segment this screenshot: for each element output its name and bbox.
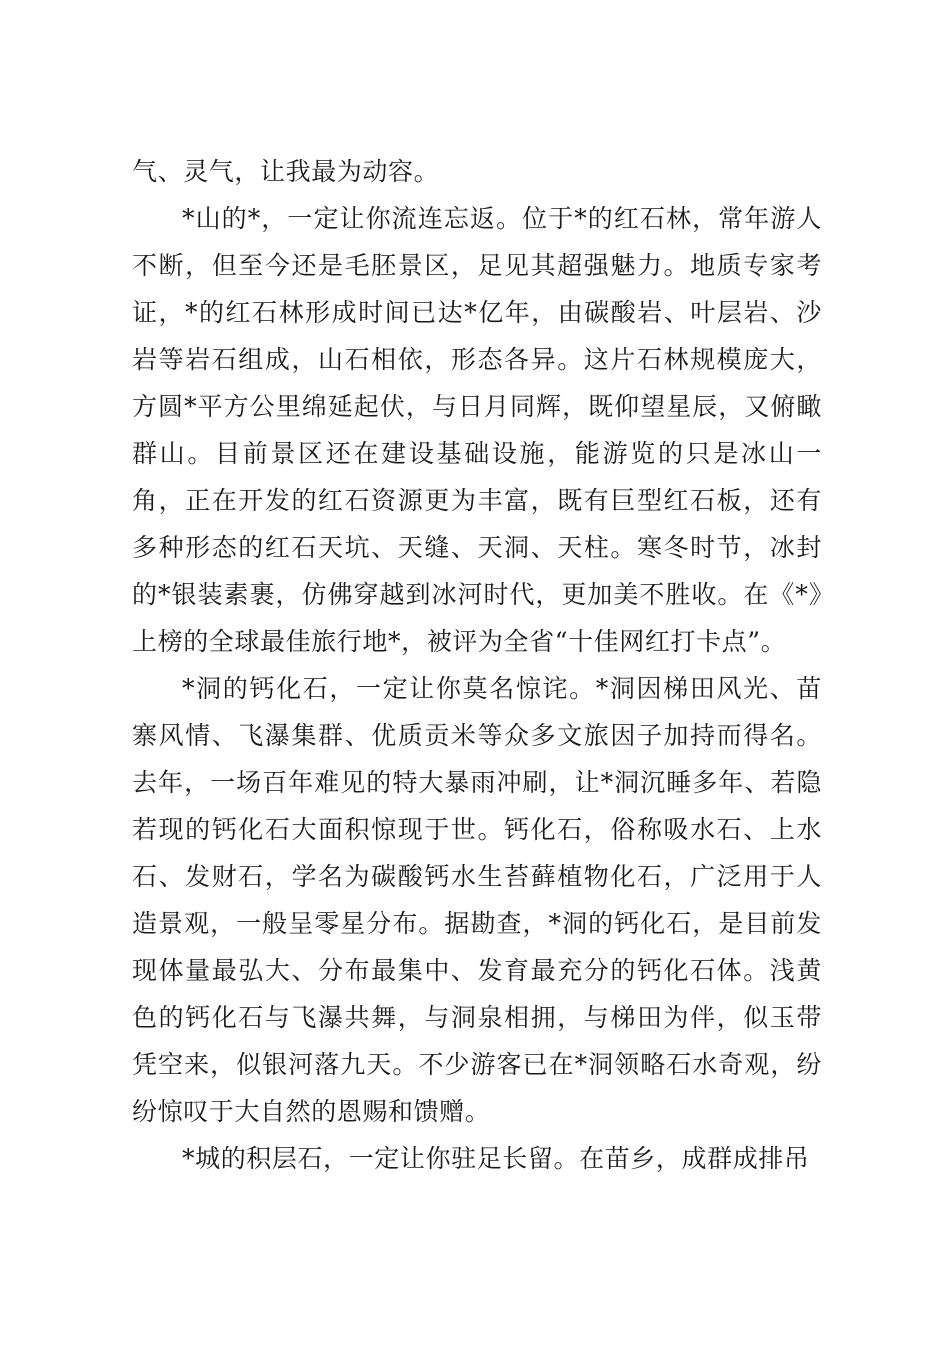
paragraph-3: *洞的钙化石，一定让你莫名惊诧。*洞因梯田风光、苗寨风情、飞瀑集群、优质贡米等众多文旅因子加持而得名。去年，一场百年难见的特大暴雨冲刷，让*洞沉睡多年、若隐若现的钙化石大面积惊现于世。钙化石，俗称吸水石、上水石、发财石，学名为碳酸钙水生苔藓植物化石，广泛用于人造景观，一般呈零星分布。据勘查，*洞的钙化石，是目前发现体量最弘大、分布最集中、发育最充分的钙化石体。浅黄色的钙化石与飞瀑共舞，与洞泉相拥，与梯田为伴，似玉带凭空来，似银河落九天。不少游客已在*洞领略石水奇观，纷纷惊叹于大自然的恩赐和馈赠。 xyxy=(132,674,822,1126)
paragraph-1: 气、灵气，让我最为动容。 xyxy=(132,157,440,186)
document-body xyxy=(132,148,822,1182)
paragraph-2: *山的*，一定让你流连忘返。位于*的红石林，常年游人不断，但至今还是毛胚景区，足见其超强魅力。地质专家考证，*的红石林形成时间已达*亿年，由碳酸岩、叶层岩、沙岩等岩石组成，山石相依，形态各异。这片石林规模庞大，方圆*平方公里绵延起伏，与日月同辉，既仰望星辰，又俯瞰群山。目前景区还在建设基础设施，能游览的只是冰山一角，正在开发的红石资源更为丰富，既有巨型红石板，还有多种形态的红石天坑、天缝、天洞、天柱。寒冬时节，冰封的*银装素裹，仿佛穿越到冰河时代，更加美不胜收。在《*》上榜的全球最佳旅行地*，被评为全省“十佳网红打卡点”。 xyxy=(132,204,822,656)
paragraph-4: *城的积层石，一定让你驻足长留。在苗乡，成群成排吊 xyxy=(182,1144,810,1173)
